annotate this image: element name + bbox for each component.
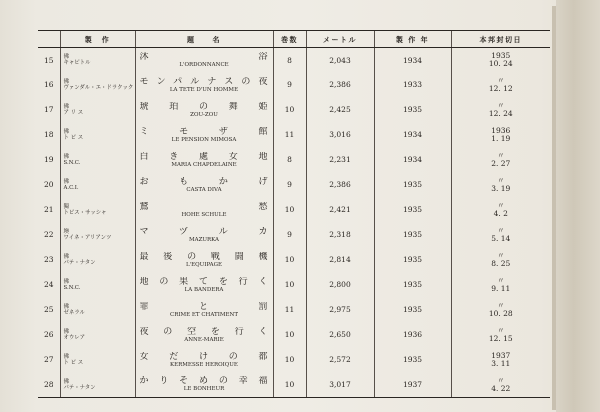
release-line-1: 〃 — [497, 301, 505, 310]
title-original: ANNE-MARIE — [184, 336, 224, 343]
header-maker: 製 作 — [60, 31, 135, 48]
table-row — [38, 148, 550, 173]
row-number: 25 — [43, 305, 54, 315]
maker-country: 佛 — [63, 154, 70, 160]
row-number: 17 — [43, 105, 54, 115]
header-release: 本邦封切日 — [451, 31, 550, 48]
title-original: KERMESSE HEROIQUE — [170, 361, 238, 368]
maker-cell — [60, 48, 135, 73]
release-cell — [451, 373, 550, 398]
maker-name: S.N.C. — [63, 160, 81, 166]
title-cell — [135, 198, 273, 223]
maker-cell — [60, 123, 135, 148]
header-title: 題 名 — [135, 31, 273, 48]
release-line-1: 〃 — [497, 101, 505, 110]
release-line-1: 〃 — [497, 276, 505, 285]
maker-cell — [60, 348, 135, 373]
reels-cell: 9 — [273, 173, 306, 198]
meters-cell: 2,043 — [306, 48, 374, 73]
release-line-1: 〃 — [497, 201, 505, 210]
maker-name: S.N.C. — [63, 285, 81, 291]
release-line-2: 3. 19 — [491, 184, 511, 193]
meters-cell: 3,017 — [306, 373, 374, 398]
maker-cell — [60, 323, 135, 348]
maker-country: 墺 — [63, 229, 70, 235]
maker-name: A.C.I. — [63, 185, 79, 191]
title-cell — [135, 98, 273, 123]
reels-cell: 10 — [273, 248, 306, 273]
table-row — [38, 348, 550, 373]
title-japanese: 琥珀の舞姫 — [139, 101, 269, 112]
release-cell — [451, 223, 550, 248]
release-line-2: 5. 14 — [491, 234, 511, 243]
maker-country: 佛 — [63, 104, 70, 110]
maker-name: ア リ ス — [63, 110, 84, 116]
binding-spine — [556, 0, 600, 412]
row-number: 26 — [43, 330, 54, 340]
year-cell: 1935 — [374, 198, 451, 223]
row-number: 28 — [38, 373, 60, 398]
title-cell — [135, 48, 273, 73]
maker-cell — [60, 198, 135, 223]
meters-cell: 2,975 — [306, 298, 374, 323]
meters-cell: 2,800 — [306, 273, 374, 298]
table-row — [38, 298, 550, 323]
maker-cell — [60, 248, 135, 273]
title-original: CASTA DIVA — [186, 186, 222, 193]
row-number: 24 — [43, 280, 54, 290]
reels-cell: 10 — [273, 198, 306, 223]
reels-cell: 8 — [273, 148, 306, 173]
release-line-1: 〃 — [497, 151, 505, 160]
release-cell — [451, 73, 550, 98]
row-number: 20 — [43, 180, 54, 190]
release-line-2: 4. 22 — [491, 383, 511, 393]
maker-name: パテ・ナタン — [63, 384, 96, 391]
release-cell — [451, 273, 550, 298]
maker-name: ワイネ・アリアンツ — [63, 235, 112, 241]
row-number: 19 — [43, 155, 54, 165]
header-reels: 巻数 — [273, 31, 306, 48]
release-line-2: 10. 28 — [488, 309, 513, 318]
table-row — [38, 48, 550, 73]
release-line-1: 〃 — [497, 176, 505, 185]
row-number: 21 — [43, 205, 54, 215]
year-cell: 1934 — [374, 148, 451, 173]
header-no — [38, 31, 60, 48]
year-cell: 1935 — [374, 298, 451, 323]
reels-cell: 11 — [273, 298, 306, 323]
release-cell — [451, 198, 550, 223]
release-line-1: 〃 — [497, 326, 505, 335]
meters-cell: 2,814 — [306, 248, 374, 273]
release-cell — [451, 148, 550, 173]
table-row — [38, 198, 550, 223]
maker-cell — [60, 298, 135, 323]
release-cell — [451, 348, 550, 373]
year-cell: 1935 — [374, 223, 451, 248]
maker-country: 佛 — [63, 129, 70, 135]
release-cell — [451, 123, 550, 148]
maker-name: ト ビ ス — [63, 135, 84, 141]
title-original: L'EQUIPAGE — [185, 261, 223, 268]
year-cell: 1935 — [374, 98, 451, 123]
title-japanese: 地の果てを行く — [139, 276, 269, 287]
row-number: 22 — [43, 230, 54, 240]
meters-cell: 2,572 — [306, 348, 374, 373]
title-cell — [135, 148, 273, 173]
maker-country: 佛 — [63, 254, 70, 260]
table-row — [38, 98, 550, 123]
meters-cell: 2,231 — [306, 148, 374, 173]
release-cell — [451, 173, 550, 198]
maker-name: ヴァンダル・エ・ドラクック — [63, 85, 134, 91]
release-line-2: 3. 11 — [491, 359, 511, 368]
title-japanese: 鵞愁 — [139, 201, 269, 212]
row-number: 16 — [43, 80, 54, 90]
release-cell — [451, 48, 550, 73]
title-original: LA BANDERA — [184, 286, 224, 293]
maker-name: キャピトル — [63, 60, 91, 67]
title-original: MARIA CHAPDELAINE — [171, 161, 237, 168]
reels-cell: 9 — [273, 73, 306, 98]
maker-name: トビス・サッシャ — [63, 210, 107, 216]
meters-cell: 2,421 — [306, 198, 374, 223]
release-line-2: 12. 12 — [488, 84, 513, 93]
maker-country: 佛 — [63, 329, 70, 335]
release-line-1: 1936 — [491, 126, 511, 135]
title-cell — [135, 373, 273, 398]
release-line-2: 8. 25 — [491, 259, 511, 268]
title-japanese: 夜の空を行く — [139, 326, 269, 337]
row-number: 27 — [43, 355, 54, 365]
table-row — [38, 323, 550, 348]
table-row — [38, 223, 550, 248]
title-cell — [135, 248, 273, 273]
maker-cell — [60, 373, 135, 398]
table-row — [38, 123, 550, 148]
header-meters: メートル — [306, 31, 374, 48]
title-japanese: 白き處女地 — [139, 151, 269, 162]
year-cell: 1936 — [374, 323, 451, 348]
maker-country: 佛 — [63, 354, 70, 360]
title-japanese: おもかげ — [139, 176, 269, 187]
title-japanese: ミモザ館 — [139, 126, 269, 137]
meters-cell: 2,425 — [306, 98, 374, 123]
maker-country: 佛 — [63, 179, 70, 185]
reels-cell: 10 — [273, 373, 306, 398]
maker-country: 佛 — [63, 304, 70, 310]
release-line-2: 1. 19 — [491, 134, 511, 143]
reels-cell: 10 — [273, 323, 306, 348]
maker-country: 佛 — [63, 79, 70, 85]
maker-cell — [60, 173, 135, 198]
reels-cell: 10 — [273, 273, 306, 298]
title-cell — [135, 298, 273, 323]
year-cell: 1935 — [374, 248, 451, 273]
release-line-2: 12. 15 — [488, 334, 513, 343]
table-row — [38, 248, 550, 273]
maker-cell — [60, 273, 135, 298]
title-japanese: マヅルカ — [139, 226, 269, 237]
title-cell — [135, 223, 273, 248]
title-japanese: 最後の戰闘機 — [139, 251, 269, 262]
release-cell — [451, 323, 550, 348]
title-cell — [135, 273, 273, 298]
maker-cell — [60, 73, 135, 98]
meters-cell: 2,386 — [306, 173, 374, 198]
title-japanese: 沐浴 — [139, 51, 269, 62]
release-line-1: 1935 — [491, 51, 511, 61]
reels-cell: 10 — [273, 98, 306, 123]
release-cell — [451, 248, 550, 273]
meters-cell: 3,016 — [306, 123, 374, 148]
maker-name: パテ・ナタン — [63, 260, 96, 266]
table-row — [38, 173, 550, 198]
reels-cell: 11 — [273, 123, 306, 148]
meters-cell: 2,386 — [306, 73, 374, 98]
title-cell — [135, 323, 273, 348]
title-cell — [135, 73, 273, 98]
title-original: HOHE SCHULE — [181, 211, 227, 218]
row-number: 15 — [43, 55, 54, 65]
title-japanese: 女だけの都 — [139, 351, 269, 362]
maker-cell — [60, 148, 135, 173]
release-line-2: 4. 2 — [493, 209, 508, 218]
maker-name: ト ビ ス — [63, 360, 84, 366]
release-line-1: 1937 — [491, 351, 511, 360]
title-original: LA TETE D'UN HOMME — [169, 86, 239, 93]
release-cell — [451, 298, 550, 323]
maker-cell — [60, 98, 135, 123]
table-header-row — [38, 31, 550, 48]
year-cell: 1934 — [374, 123, 451, 148]
title-original: LE PENSION MIMOSA — [171, 136, 237, 143]
title-cell — [135, 123, 273, 148]
maker-cell — [60, 223, 135, 248]
year-cell: 1935 — [374, 348, 451, 373]
maker-country: 佛 — [63, 378, 70, 385]
maker-country: 佛 — [63, 54, 70, 61]
year-cell: 1934 — [374, 48, 451, 73]
release-line-2: 12. 24 — [488, 109, 513, 118]
title-original: CRIME ET CHATIMENT — [170, 311, 238, 318]
row-number: 18 — [43, 130, 54, 140]
maker-country: 佛 — [63, 279, 70, 285]
reels-cell: 8 — [273, 48, 306, 73]
year-cell: 1933 — [374, 73, 451, 98]
year-cell: 1937 — [374, 373, 451, 398]
title-japanese: 罪と罰 — [139, 301, 269, 312]
release-line-1: 〃 — [497, 76, 505, 85]
maker-name: オウレア — [63, 335, 86, 341]
title-original: L'ORDONNANCE — [179, 61, 229, 68]
table-row — [38, 373, 550, 398]
release-line-2: 10. 24 — [488, 59, 513, 69]
title-japanese: かりそめの幸福 — [139, 376, 269, 387]
row-number: 23 — [43, 255, 54, 265]
table-row — [38, 273, 550, 298]
year-cell: 1935 — [374, 173, 451, 198]
maker-name: ゼネラル — [63, 310, 85, 316]
header-year: 製 作 年 — [374, 31, 451, 48]
title-original: MAZURKA — [188, 236, 220, 243]
release-line-1: 〃 — [497, 375, 505, 385]
table-row — [38, 73, 550, 98]
reels-cell: 9 — [273, 223, 306, 248]
release-cell — [451, 98, 550, 123]
maker-country: 獨 — [63, 204, 70, 210]
title-cell — [135, 348, 273, 373]
title-original: LE BONHEUR — [183, 386, 225, 393]
release-line-2: 9. 11 — [491, 284, 511, 293]
film-release-table — [38, 30, 550, 398]
meters-cell: 2,650 — [306, 323, 374, 348]
reels-cell: 10 — [273, 348, 306, 373]
title-original: ZOU-ZOU — [190, 111, 218, 118]
title-japanese: モンパルナスの夜 — [139, 76, 269, 87]
title-cell — [135, 173, 273, 198]
meters-cell: 2,318 — [306, 223, 374, 248]
release-line-2: 2. 27 — [491, 159, 511, 168]
release-line-1: 〃 — [497, 226, 505, 235]
year-cell: 1935 — [374, 273, 451, 298]
release-line-1: 〃 — [497, 251, 505, 260]
